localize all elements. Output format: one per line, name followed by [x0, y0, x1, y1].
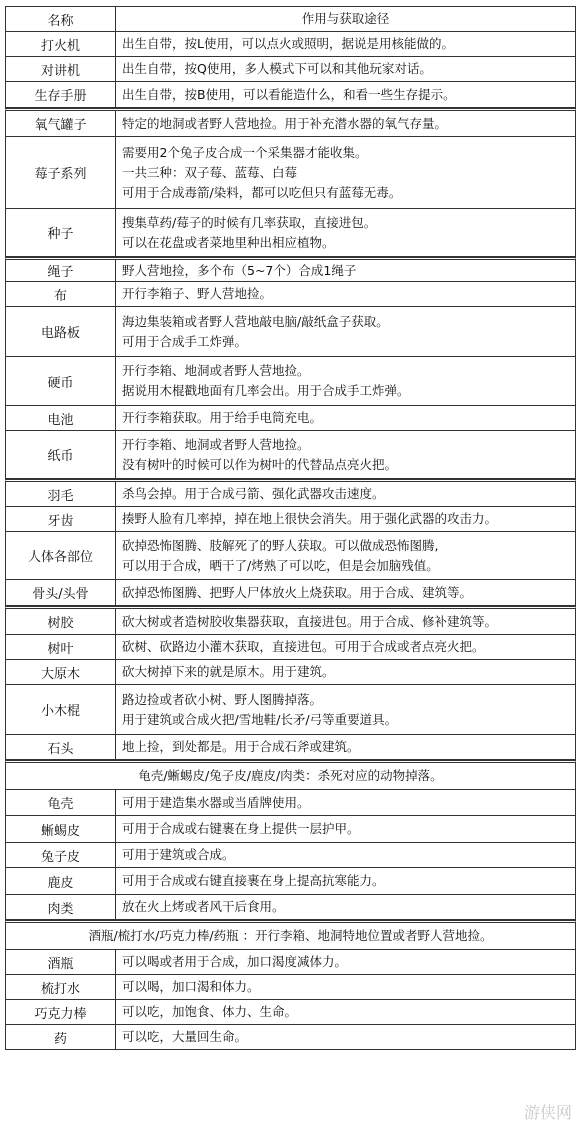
table-row: [5, 685, 576, 735]
item-name: 布: [6, 282, 116, 306]
description-line: 可用于合成手工炸弹。: [122, 333, 248, 349]
description-line: 路边捡或者砍小树、野人图腾掉落。: [122, 691, 323, 707]
table-row: [5, 307, 576, 357]
description-line: 砍大树掉下来的就是原木。用于建筑。: [122, 664, 335, 679]
table-row: [5, 580, 576, 606]
item-description: [116, 282, 575, 306]
item-name: 巧克力棒: [6, 1000, 116, 1024]
item-name: 骨头/头骨: [6, 580, 116, 605]
description-line: 砍掉恐怖图腾、把野人尸体放火上烧获取。用于合成、建筑等。: [122, 584, 473, 600]
description-line: 可用于合成毒箭/染料，都可以吃但只有蓝莓无毒。: [122, 184, 402, 200]
item-description: [116, 507, 575, 531]
item-name: 莓子系列: [6, 137, 116, 208]
item-name: 树叶: [6, 635, 116, 659]
item-name: 肉类: [6, 895, 116, 919]
item-description: [116, 111, 575, 136]
item-description: [116, 843, 575, 867]
description-line: 出生自带，按Q使用，多人模式下可以和其他玩家对话。: [122, 61, 432, 76]
header-name: 名称: [6, 7, 116, 31]
header-desc: 作用与获取途径: [301, 11, 390, 26]
table-row: [5, 790, 576, 816]
description-line: 开行李箱、地洞或者野人营地捡。: [122, 436, 310, 452]
description-line: 出生自带，按B使用，可以看能造什么，和看一些生存提示。: [122, 86, 456, 102]
table-row: [5, 660, 576, 685]
description-line: 用于建筑或合成火把/雪地鞋/长矛/弓等重要道具。: [122, 711, 398, 727]
item-description: [116, 975, 575, 999]
description-line: 可以用于合成，晒干了/烤熟了可以吃，但是会加脑残值。: [122, 557, 439, 573]
table-row: [5, 635, 576, 660]
item-description: [116, 609, 575, 634]
item-description: [116, 406, 575, 430]
description-line: 没有树叶的时候可以作为树叶的代替品点亮火把。: [122, 456, 398, 472]
description-line: 特定的地洞或者野人营地捡。用于补充潜水器的氧气存量。: [122, 115, 448, 131]
description-line: 开行李箱获取。用于给手电筒充电。: [122, 410, 323, 425]
table-row: [5, 257, 576, 282]
item-name: 电池: [6, 406, 116, 430]
description-line: 可用于建造集水器或当盾牌使用。: [122, 794, 310, 810]
table-row: [5, 975, 576, 1000]
item-description: [116, 685, 575, 734]
table-row: [5, 950, 576, 975]
item-description: [116, 895, 575, 919]
item-name: 龟壳: [6, 790, 116, 815]
table-row: [5, 532, 576, 580]
item-name: 梳打水: [6, 975, 116, 999]
description-line: 可用于建筑或合成。: [122, 847, 235, 862]
description-line: 出生自带，按L使用，可以点火或照明，据说是用核能做的。: [122, 36, 454, 51]
watermark-logo: 游侠网: [523, 1103, 572, 1122]
item-name: 电路板: [6, 307, 116, 356]
item-description: [116, 57, 575, 81]
group-heading: 酒瓶/梳打水/巧克力棒/药瓶 ：开行李箱、地洞特地位置或者野人营地捡。: [88, 928, 493, 943]
table-row: [5, 507, 576, 532]
description-line: 可用于合成或右键直接裹在身上提高抗寒能力。: [122, 873, 385, 888]
item-description: [116, 431, 575, 478]
table-row: [5, 735, 576, 760]
item-name: 鹿皮: [6, 868, 116, 894]
table-row: [5, 57, 576, 82]
table-row: [5, 108, 576, 137]
table-row: [5, 479, 576, 507]
item-name: 生存手册: [6, 82, 116, 107]
table-row: [5, 606, 576, 635]
description-line: 可以吃，加饱食、体力、生命。: [122, 1004, 298, 1019]
item-description: [116, 82, 575, 107]
table-row: [5, 209, 576, 257]
item-description: [116, 635, 575, 659]
description-line: 可以在花盘或者菜地里种出相应植物。: [122, 234, 335, 250]
description-line: 地上捡，到处都是。用于合成石斧或建筑。: [122, 739, 360, 754]
table-row: [5, 82, 576, 108]
description-line: 可以吃，大量回生命。: [122, 1029, 248, 1044]
item-name: 兔子皮: [6, 843, 116, 867]
description-line: 砍掉恐怖图腾、肢解死了的野人获取。可以做成恐怖图腾,: [122, 537, 439, 553]
description-line: 开行李箱、地洞或者野人营地捡。: [122, 363, 310, 378]
description-line: 需要用2个兔子皮合成一个采集器才能收集。: [122, 144, 368, 160]
item-name: 牙齿: [6, 507, 116, 531]
description-line: 开行李箱子、野人营地捡。: [122, 286, 273, 301]
description-line: 搜集草药/莓子的时候有几率获取，直接进包。: [122, 214, 377, 230]
table-row: [5, 431, 576, 479]
item-name: 石头: [6, 735, 116, 759]
item-description: [116, 735, 575, 759]
description-line: 可以喝或者用于合成，加口渴度减体力。: [122, 954, 348, 969]
item-description: [116, 260, 575, 281]
item-description: [116, 660, 575, 684]
item-name: 绳子: [6, 260, 116, 281]
description-line: 砍大树或者造树胶收集器获取，直接进包。用于合成、修补建筑等。: [122, 613, 498, 629]
table-row: [5, 843, 576, 868]
item-name: 大原木: [6, 660, 116, 684]
table-row: [5, 816, 576, 843]
item-description: [116, 868, 575, 894]
item-description: [116, 1025, 575, 1049]
table-row: [5, 1025, 576, 1050]
item-table: [5, 6, 576, 1050]
description-line: 一共三种：双子莓、蓝莓、白莓: [122, 164, 298, 180]
table-row: [5, 920, 576, 950]
table-row: [5, 357, 576, 406]
table-row: [5, 760, 576, 790]
description-line: 杀鸟会掉。用于合成弓箭、强化武器攻击速度。: [122, 486, 385, 501]
item-name: 对讲机: [6, 57, 116, 81]
item-name: 人体各部位: [6, 532, 116, 579]
item-name: 硬币: [6, 357, 116, 405]
item-description: [116, 357, 575, 405]
group-heading: 龟壳/蜥蜴皮/兔子皮/鹿皮/肉类：杀死对应的动物掉落。: [138, 768, 443, 783]
item-description: [116, 950, 575, 974]
table-row: [5, 895, 576, 920]
item-name: 小木棍: [6, 685, 116, 734]
item-description: [116, 532, 575, 579]
item-description: [116, 209, 575, 256]
item-description: [116, 482, 575, 506]
item-name: 羽毛: [6, 482, 116, 506]
description-line: 可以喝，加口渴和体力。: [122, 979, 260, 994]
item-description: [116, 1000, 575, 1024]
item-description: [116, 580, 575, 605]
table-body: [5, 32, 576, 1050]
item-name: 酒瓶: [6, 950, 116, 974]
item-description: [116, 137, 575, 208]
item-description: [116, 816, 575, 842]
description-line: 可用于合成或右键裹在身上提供一层护甲。: [122, 821, 360, 836]
description-line: 砍树、砍路边小灌木获取，直接进包。可用于合成或者点亮火把。: [122, 639, 485, 654]
table-row: [5, 282, 576, 307]
item-name: 药: [6, 1025, 116, 1049]
item-name: 打火机: [6, 32, 116, 56]
table-row: [5, 32, 576, 57]
description-line: 海边集装箱或者野人营地敲电脑/敲纸盒子获取。: [122, 313, 389, 329]
item-description: [116, 32, 575, 56]
item-description: [116, 307, 575, 356]
item-description: [116, 790, 575, 815]
description-line: 野人营地捡，多个布（5~7个）合成1绳子: [122, 262, 357, 278]
description-line: 揍野人脸有几率掉，掉在地上很快会消失。用于强化武器的攻击力。: [122, 511, 498, 526]
item-name: 氧气罐子: [6, 111, 116, 136]
table-row: [5, 868, 576, 895]
table-row: [5, 406, 576, 431]
item-name: 种子: [6, 209, 116, 256]
item-name: 蜥蜴皮: [6, 816, 116, 842]
description-line: 放在火上烤或者风干后食用。: [122, 899, 285, 914]
table-row: [5, 137, 576, 209]
table-header-row: [5, 6, 576, 32]
item-name: 树胶: [6, 609, 116, 634]
item-name: 纸币: [6, 431, 116, 478]
table-row: [5, 1000, 576, 1025]
description-line: 据说用木棍戳地面有几率会出。用于合成手工炸弹。: [122, 383, 410, 398]
